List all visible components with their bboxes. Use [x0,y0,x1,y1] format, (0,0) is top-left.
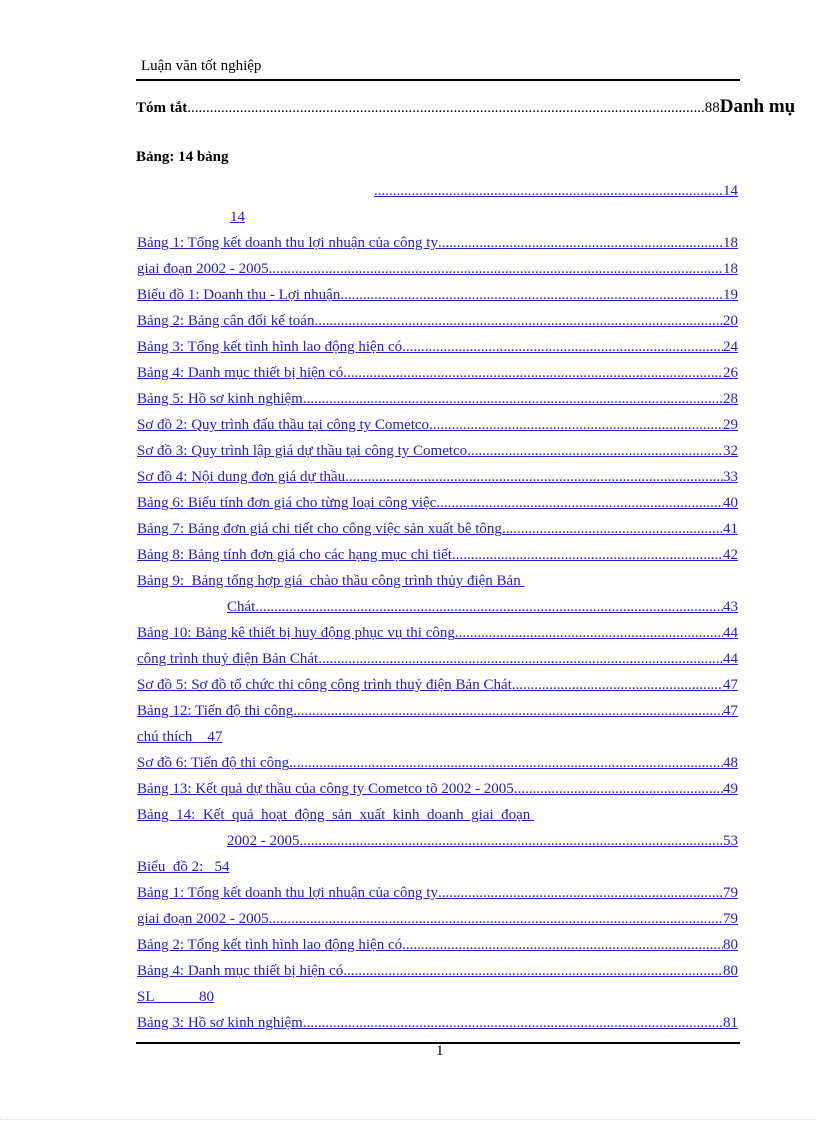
toc-label: giai đoạn 2002 - 2005 [137,911,269,927]
toc-page: 42 [723,547,738,563]
toc-entry[interactable] [137,180,738,206]
toc-page: 53 [723,833,738,849]
toc-page: 18 [723,261,738,277]
toc-link[interactable] [137,362,738,384]
section-label: Bảng: 14 bảng [136,149,229,165]
toc-entry[interactable] [137,284,738,310]
toc-entry[interactable] [137,1012,738,1038]
toc-label: Bảng 6: Biểu tính đơn giá cho từng loại công việc [137,495,437,511]
toc-page: 79 [723,885,738,901]
toc-page: 14 [723,183,738,199]
toc-entry[interactable] [137,310,738,336]
toc-leader [438,882,723,904]
toc-entry[interactable] [137,206,738,232]
toc-link[interactable] [137,752,738,774]
summary-line [136,96,816,118]
toc-page: 29 [723,417,738,433]
toc-link[interactable] [137,310,738,332]
toc-leader [303,1012,723,1034]
toc-entry[interactable] [137,544,738,570]
toc-page: 18 [723,235,738,251]
toc-page: 24 [723,339,738,355]
toc-link[interactable]: Biểu đồ 2: 54 [137,859,230,875]
toc-leader [269,908,723,930]
toc-page: 44 [723,625,738,641]
toc-label: Bảng 1: Tổng kết doanh thu lợi nhuận của công ty [137,235,438,251]
toc-entry[interactable] [137,830,738,856]
toc-leader [452,544,723,566]
toc-link[interactable] [137,882,738,904]
toc-link[interactable] [137,934,738,956]
toc-page: 47 [723,703,738,719]
toc-entry[interactable] [137,908,738,934]
toc-entry[interactable] [137,778,738,804]
toc-link[interactable] [227,596,738,618]
toc-link[interactable] [137,232,738,254]
toc-link[interactable] [137,466,738,488]
toc-entry[interactable] [137,414,738,440]
summary-leader: .......................................................................................................................................... [187,100,705,116]
toc-entry[interactable] [137,934,738,960]
toc-entry[interactable] [137,258,738,284]
toc-leader [343,960,723,982]
toc-leader [402,336,723,358]
toc-entry[interactable] [137,492,738,518]
toc-label: Sơ đồ 3: Quy trình lập giá dự thầu tại công ty Cometco [137,443,468,459]
toc-leader [502,518,723,540]
toc-leader [512,674,723,696]
toc-link[interactable] [137,518,738,540]
toc-link[interactable] [137,1012,738,1034]
toc-page: 41 [723,521,738,537]
toc-label: Bảng 3: Tổng kết tình hình lao động hiện có [137,339,403,355]
toc-label: Chát [227,599,256,615]
toc-leader [314,310,723,332]
toc-leader [429,414,723,436]
toc-label: Bảng 4: Danh mục thiết bị hiện có [137,365,344,381]
toc-page: 80 [723,963,738,979]
toc-link[interactable] [137,284,738,306]
toc-leader [467,440,723,462]
toc-link[interactable] [137,622,738,644]
toc-link[interactable] [227,830,738,852]
toc-label: công trình thuỷ điện Bản Chát [137,651,319,667]
toc-label: Bảng 12: Tiến độ thi công [137,703,294,719]
toc-entry[interactable] [137,882,738,908]
toc-leader [289,752,723,774]
toc-link[interactable] [137,440,738,462]
toc-label: Sơ đồ 2: Quy trình đấu thầu tại công ty Cometco [137,417,430,433]
toc-label: Bảng 8: Bảng tính đơn giá cho các hạng mục chi tiết [137,547,452,563]
toc-leader [255,596,723,618]
toc-link[interactable]: Bảng 9: Bảng tổng hợp giá chào thầu công trình thủy điện Bản [137,573,525,589]
toc-page: 48 [723,755,738,771]
toc-label: giai đoạn 2002 - 2005 [137,261,269,277]
toc-link[interactable]: 14 [230,209,245,225]
toc-page: 32 [723,443,738,459]
toc-page: 80 [723,937,738,953]
toc-label: Bảng 5: Hồ sơ kinh nghiệm [137,391,303,407]
toc-link[interactable] [137,388,738,410]
toc-link[interactable] [137,258,738,280]
toc-entry[interactable] [137,700,738,726]
toc-link[interactable] [137,544,738,566]
toc-label: Sơ đồ 6: Tiến độ thi công [137,755,290,771]
toc-link[interactable] [137,674,738,696]
toc-label: Bảng 4: Danh mục thiết bị hiện có [137,963,344,979]
toc-label: Bảng 10: Bảng kê thiết bị huy động phục vụ thi công [137,625,455,641]
toc-leader [269,258,723,280]
toc-page: 26 [723,365,738,381]
toc-label: Bảng 2: Tổng kết tình hình lao động hiện có [137,937,403,953]
toc-leader [293,700,723,722]
toc-entry[interactable] [137,570,738,596]
toc-page: 33 [723,469,738,485]
toc-page: 47 [723,677,738,693]
toc-link[interactable]: chú thích 47 [137,729,223,745]
toc-leader [318,648,723,670]
toc-leader [514,778,723,800]
toc-link[interactable] [137,700,738,722]
toc-entry[interactable] [137,804,738,830]
toc-entry[interactable] [137,726,738,752]
toc-link[interactable] [137,960,738,982]
toc-leader [436,492,723,514]
toc-link[interactable] [137,336,738,358]
summary-page: 88 [704,100,720,116]
toc-label: Sơ đồ 4: Nội dung đơn giá dự thầu [137,469,346,485]
toc-label: Biểu đồ 1: Doanh thu - Lợi nhuận [137,287,341,303]
toc-entry[interactable] [137,648,738,674]
toc-page: 79 [723,911,738,927]
toc-entry[interactable] [137,622,738,648]
toc-leader [374,180,723,202]
toc-link[interactable] [137,778,738,800]
toc-label: Sơ đồ 5: Sơ đồ tổ chức thi công công trình thuỷ điện Bản Chát [137,677,512,693]
toc-link[interactable] [137,648,738,670]
toc-link[interactable] [137,492,738,514]
summary-trailing: Danh mụ [719,96,796,117]
toc-entry[interactable] [137,440,738,466]
toc-link[interactable] [137,414,738,436]
page-edge [0,1119,816,1120]
toc-label: 2002 - 2005 [227,833,300,849]
header-rule [136,79,740,81]
toc-entry[interactable] [137,752,738,778]
toc-label: Bảng 3: Hồ sơ kinh nghiệm [137,1015,303,1031]
toc-leader [343,362,723,384]
toc-leader [303,388,723,410]
toc-page: 49 [723,781,738,797]
toc-entry[interactable] [137,232,738,258]
toc-entry[interactable] [137,856,738,882]
toc-page: 43 [723,599,738,615]
summary-label: Tóm tắt [136,100,188,116]
toc-page: 19 [723,287,738,303]
page-number: 1 [436,1043,444,1059]
toc-leader [455,622,723,644]
toc-page: 20 [723,313,738,329]
toc-label: Bảng 13: Kết quả dự thầu của công ty Cometco tõ 2002 - 2005 [137,781,514,797]
toc-link[interactable]: Bảng 14: Kết quả hoạt động sản xuất kinh doanh giai đoạn [137,807,535,823]
toc-leader [300,830,724,852]
toc-entry[interactable] [137,518,738,544]
toc-leader [438,232,723,254]
toc-leader [402,934,723,956]
toc-page: 28 [723,391,738,407]
toc-entry[interactable] [137,466,738,492]
toc-entry[interactable] [137,986,738,1012]
toc-page: 44 [723,651,738,667]
toc-label: Bảng 1: Tổng kết doanh thu lợi nhuận của công ty [137,885,438,901]
running-header: Luận văn tốt nghiệp [141,58,262,74]
toc-entry[interactable] [137,388,738,414]
toc-entry[interactable] [137,960,738,986]
toc-leader [345,466,723,488]
toc-link[interactable] [137,180,738,202]
toc-entry[interactable] [137,674,738,700]
toc-link[interactable] [137,908,738,930]
toc-entry[interactable] [137,596,738,622]
toc-leader [340,284,723,306]
toc-entry[interactable] [137,362,738,388]
toc-label: Bảng 2: Bảng cân đối kế toán [137,313,315,329]
toc-link[interactable]: SL 80 [137,989,214,1005]
toc-entry[interactable] [137,336,738,362]
table-of-figures [137,180,738,1038]
toc-page: 81 [723,1015,738,1031]
toc-page: 40 [723,495,738,511]
toc-label: Bảng 7: Bảng đơn giá chi tiết cho công việc sản xuất bê tông [137,521,502,537]
